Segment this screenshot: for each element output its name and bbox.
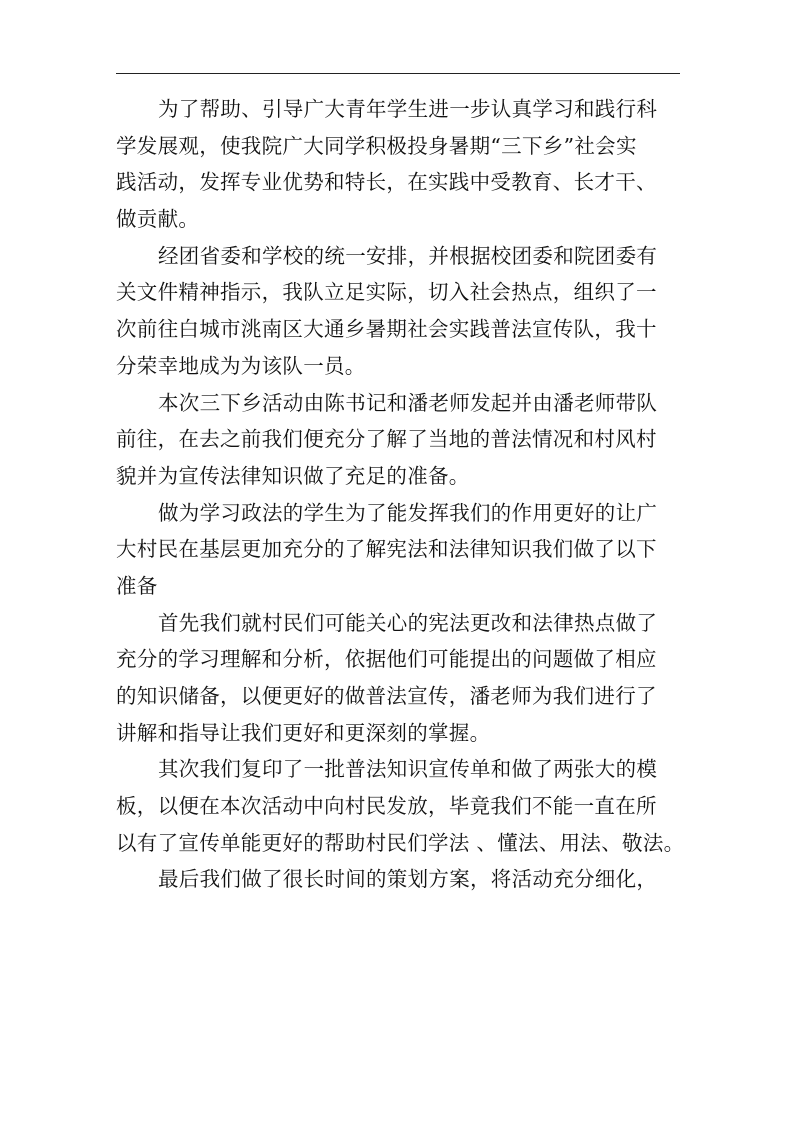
paragraph-line: 学发展观，使我院广大同学积极投身暑期“三下乡”社会实 bbox=[116, 133, 637, 158]
paragraph-first-line: 首先我们就村民们可能关心的宪法更改和法律热点做了 bbox=[158, 610, 658, 635]
paragraph-line: 充分的学习理解和分析，依据他们可能提出的问题做了相应 bbox=[116, 647, 657, 672]
paragraph-line: 次前往白城市洮南区大通乡暑期社会实践普法宣传队，我十 bbox=[116, 317, 657, 342]
paragraph-line: 准备 bbox=[116, 573, 158, 598]
paragraph-first-line: 最后我们做了很长时间的策划方案，将活动充分细化， bbox=[158, 867, 658, 892]
paragraph-line: 前往，在去之前我们便充分了解了当地的普法情况和村风村 bbox=[116, 427, 657, 452]
paragraph-line: 做贡献。 bbox=[116, 207, 200, 232]
paragraph-line: 践活动，发挥专业优势和特长，在实践中受教育、长才干、 bbox=[116, 170, 657, 195]
paragraph-line: 大村民在基层更加充分的了解宪法和法律知识我们做了以下 bbox=[116, 537, 657, 562]
paragraph-first-line: 做为学习政法的学生为了能发挥我们的作用更好的让广 bbox=[158, 500, 658, 525]
paragraph-line: 讲解和指导让我们更好和更深刻的掌握。 bbox=[116, 720, 491, 745]
paragraph-line: 分荣幸地成为为该队一员。 bbox=[116, 353, 366, 378]
paragraph-line: 板，以便在本次活动中向村民发放，毕竟我们不能一直在所 bbox=[116, 794, 657, 819]
paragraph-line: 关文件精神指示，我队立足实际，切入社会热点，组织了一 bbox=[116, 280, 657, 305]
paragraph-first-line: 本次三下乡活动由陈书记和潘老师发起并由潘老师带队 bbox=[158, 390, 658, 415]
header-rule bbox=[116, 73, 680, 74]
paragraph-line: 貌并为宣传法律知识做了充足的准备。 bbox=[116, 463, 470, 488]
document-body bbox=[116, 91, 686, 898]
paragraph-first-line: 经团省委和学校的统一安排，并根据校团委和院团委有 bbox=[158, 243, 658, 268]
paragraph-line: 以有了宣传单能更好的帮助村民们学法 、懂法、用法、敬法。 bbox=[116, 830, 685, 855]
paragraph-line: 的知识储备，以便更好的做普法宣传，潘老师为我们进行了 bbox=[116, 684, 657, 708]
paragraph-first-line: 为了帮助、引导广大青年学生进一步认真学习和践行科 bbox=[158, 97, 658, 121]
paragraph-first-line: 其次我们复印了一批普法知识宣传单和做了两张大的模 bbox=[158, 757, 658, 782]
